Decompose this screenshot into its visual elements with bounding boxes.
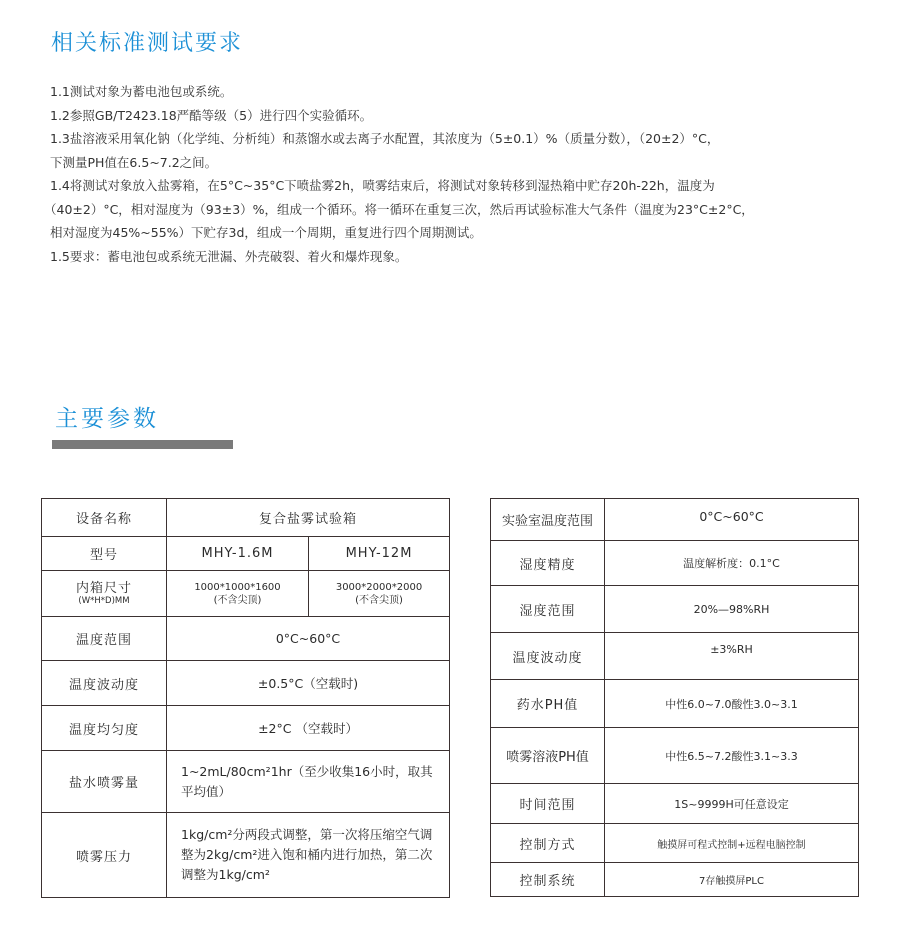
value-model-1: MHY-1.6M — [167, 537, 309, 571]
label-solution-ph: 药水PH值 — [491, 680, 605, 728]
label-model: 型号 — [42, 537, 167, 571]
requirement-line: （40±2）°C，相对湿度为（93±3）%，组成一个循环。将一循环在重复三次，然后再试验标准大气条件（温度为23°C±2°C， — [44, 201, 754, 217]
requirement-line: 1.3盐溶液采用氧化钠（化学纯、分析纯）和蒸馏水或去离子水配置，其浓度为（5±0.1）%（质量分数），（20±2）°C， — [50, 131, 720, 146]
label-humidity-accuracy: 湿度精度 — [491, 541, 605, 586]
value-humidity-range: 20%—98%RH — [605, 586, 859, 633]
inner-size-unit: (W*H*D)MM — [78, 596, 130, 606]
label-spray-solution-ph: 喷雾溶液PH值 — [491, 728, 605, 784]
value-spray-solution-ph: 中性6.5~7.2酸性3.1~3.3 — [605, 728, 859, 784]
heading-underline-bar — [52, 440, 233, 449]
value-control-system: 7存触摸屏PLC — [605, 863, 859, 897]
value-control-mode: 触摸屏可程式控制+远程电脑控制 — [605, 824, 859, 863]
label-device-name: 设备名称 — [42, 499, 167, 537]
main-parameters-table-left — [41, 498, 450, 898]
requirement-line: 1.5要求：蓄电池包或系统无泄漏、外壳破裂、着火和爆炸现象。 — [50, 248, 408, 264]
table-row — [42, 706, 450, 751]
label-control-mode: 控制方式 — [491, 824, 605, 863]
value-device-name: 复合盐雾试验箱 — [167, 499, 450, 537]
value-temperature-fluctuation: ±0.5°C（空载时) — [167, 661, 450, 706]
table-row — [491, 633, 859, 680]
value-inner-size-2 — [309, 571, 450, 617]
label-temperature-range: 温度范围 — [42, 617, 167, 661]
value-solution-ph: 中性6.0~7.0酸性3.0~3.1 — [605, 680, 859, 728]
label-temperature-uniformity: 温度均匀度 — [42, 706, 167, 751]
table-row — [42, 537, 450, 571]
label-temperature-fluctuation: 温度波动度 — [491, 633, 605, 680]
inner-size-note: (不含尖顶) — [213, 594, 262, 606]
value-lab-temperature-range: 0°C~60°C — [605, 499, 859, 541]
main-parameters-table-right — [490, 498, 859, 897]
inner-size-dims: 1000*1000*1600 — [194, 581, 281, 593]
table-row — [491, 680, 859, 728]
requirements-list — [44, 80, 870, 268]
inner-size-dims: 3000*2000*2000 — [335, 581, 423, 593]
value-temperature-range: 0°C~60°C — [167, 617, 450, 661]
label-lab-temperature-range: 实验室温度范围 — [491, 499, 605, 541]
table-row — [42, 813, 450, 898]
table-row — [42, 499, 450, 537]
value-humidity-accuracy: 温度解析度：0.1°C — [605, 541, 859, 586]
value-spray-pressure: 1kg/cm²分两段式调整，第一次将压缩空气调整为2kg/cm²进入饱和桶内进行加热，第二次调整为1kg/cm² — [167, 813, 450, 898]
table-row — [42, 617, 450, 661]
value-salt-spray-volume: 1~2mL/80cm²1hr（至少收集16小时，取其平均值） — [167, 751, 450, 813]
section-title-main-parameters: 主要参数 — [55, 406, 159, 432]
table-row — [491, 784, 859, 824]
value-model-2: MHY-12M — [309, 537, 450, 571]
table-row — [42, 751, 450, 813]
table-row — [491, 586, 859, 633]
label-salt-spray-volume: 盐水喷雾量 — [42, 751, 167, 813]
inner-size-note: (不含尖顶) — [355, 594, 403, 606]
requirement-line: 下测量PH值在6.5~7.2之间。 — [50, 154, 218, 170]
value-humidity-fluctuation: ±3%RH — [605, 633, 859, 680]
label-inner-size — [42, 571, 167, 617]
inner-size-label: 内箱尺寸 — [75, 581, 132, 596]
requirement-line: 1.2参照GB/T2423.18严酷等级（5）进行四个实验循环。 — [50, 107, 373, 123]
requirement-line: 1.4将测试对象放入盐雾箱，在5°C~35°C下喷盐雾2h，喷雾结束后，将测试对象转移到湿热箱中贮存20h-22h，温度为 — [50, 178, 715, 193]
value-time-range: 1S~9999H可任意设定 — [605, 784, 859, 824]
value-inner-size-1 — [167, 571, 309, 617]
table-row — [42, 571, 450, 617]
label-spray-pressure: 喷雾压力 — [42, 813, 167, 898]
requirement-line: 1.1测试对象为蓄电池包或系统。 — [50, 84, 233, 99]
requirement-line: 相对湿度为45%~55%）下贮存3d，组成一个周期，重复进行四个周期测试。 — [50, 225, 482, 240]
table-row — [491, 541, 859, 586]
table-row — [491, 728, 859, 784]
table-row — [491, 863, 859, 897]
label-control-system: 控制系统 — [491, 863, 605, 897]
table-row — [491, 499, 859, 541]
label-time-range: 时间范围 — [491, 784, 605, 824]
table-row — [491, 824, 859, 863]
label-temperature-fluctuation: 温度波动度 — [42, 661, 167, 706]
section-title-test-requirements: 相关标准测试要求 — [51, 31, 244, 56]
value-temperature-uniformity: ±2°C （空载时） — [167, 706, 450, 751]
label-humidity-range: 湿度范围 — [491, 586, 605, 633]
table-row — [42, 661, 450, 706]
